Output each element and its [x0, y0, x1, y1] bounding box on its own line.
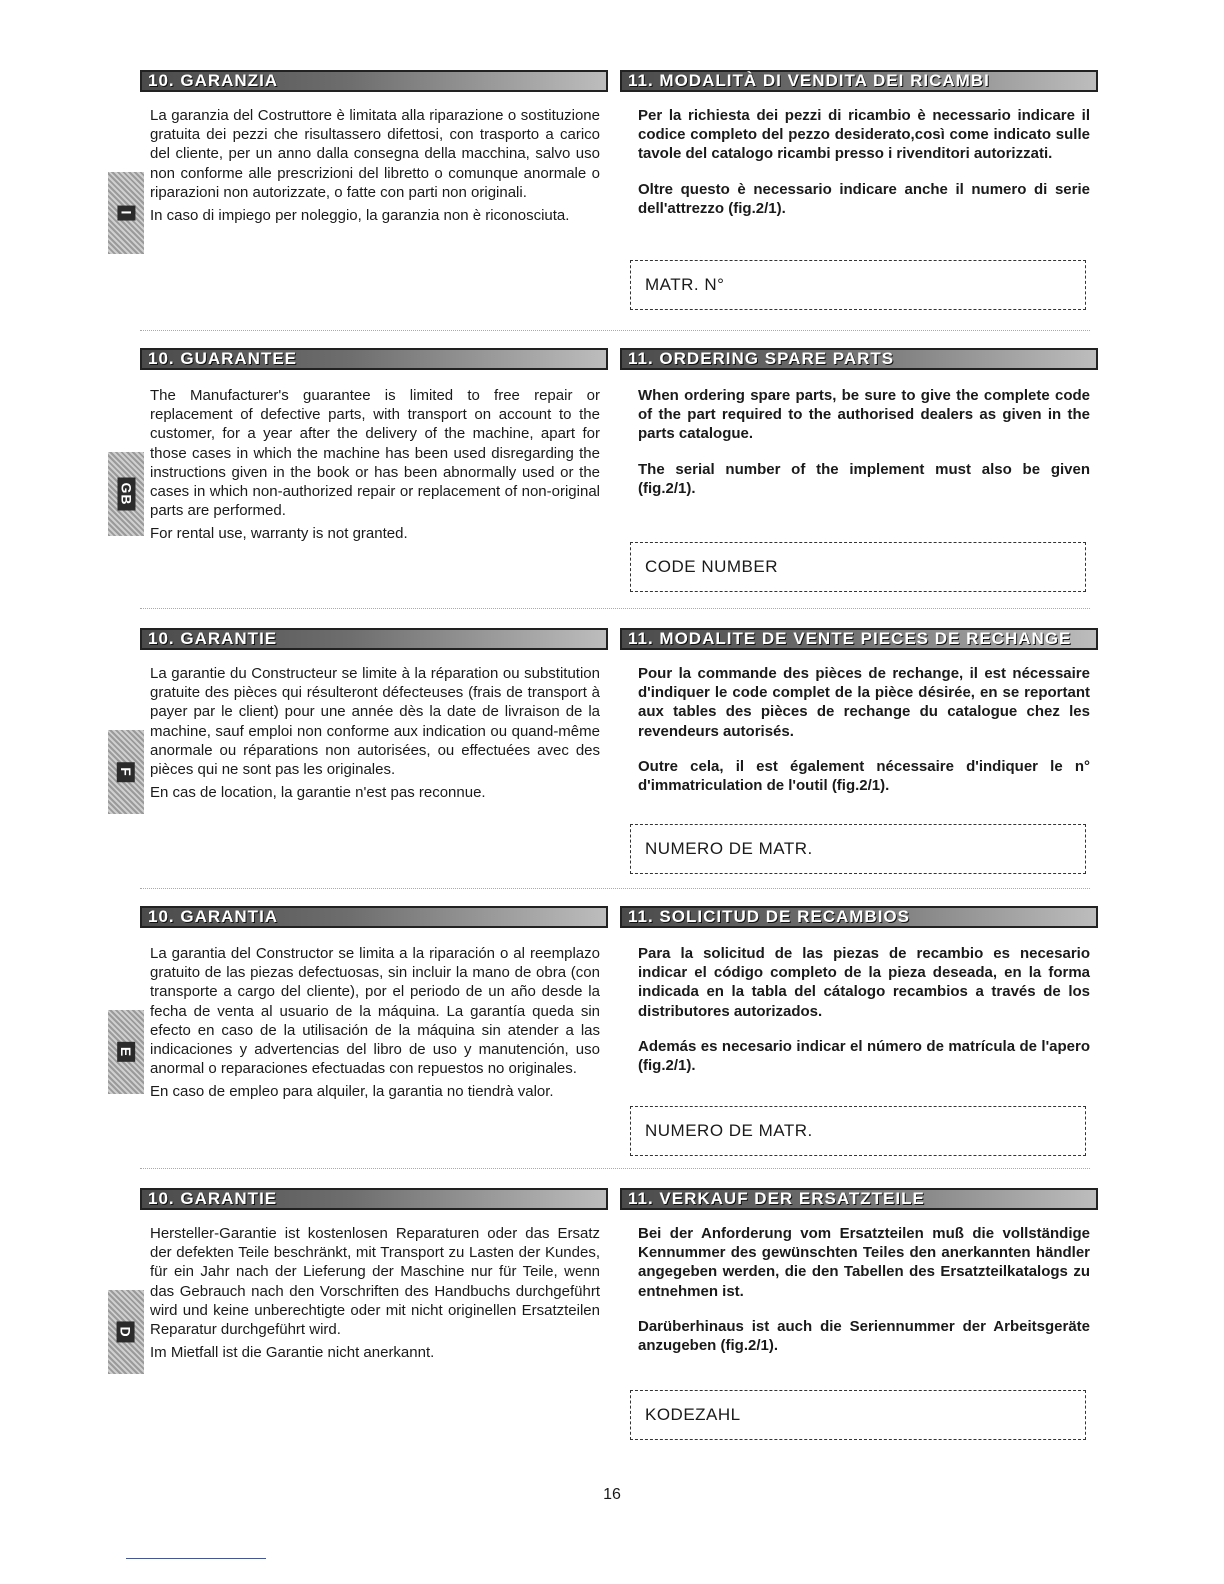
language-tab: GB: [108, 452, 144, 536]
guarantee-text: The Manufacturer's guarantee is limited to free repair or replacement of defective parts, with transport on account to the customer, for a year after the delivery of the machine, apart for those cases in which the machine has been used disregarding the instructions given in the book or has been abnormally used or the cases in which non-authorized repair or replacement of non-original parts are performed. For rental use, warranty is not granted.: [150, 387, 600, 543]
serial-number-box: NUMERO DE MATR.: [630, 1106, 1086, 1156]
section-title-left: 10. GARANTIE: [140, 1188, 608, 1210]
spare-parts-text: Pour la commande des pièces de rechange, il est nécessaire d'indiquer le code complet de la pièce désirée, en se reportant aux tables des pièces de rechange du catalogue chez les revendeurs autorisés. Outre cela, il est également nécessaire d'indiquer le n° d'immatriculation de l'outil (fig.2/1).: [638, 665, 1090, 795]
section-title-right: 11. SOLICITUD DE RECAMBIOS: [620, 906, 1098, 928]
language-tab: F: [108, 730, 144, 814]
language-tab: I: [108, 172, 144, 254]
section-title-right: 11. MODALITÀ DI VENDITA DEI RICAMBI: [620, 70, 1098, 92]
divider: [140, 608, 1090, 609]
divider: [140, 888, 1090, 889]
language-tab: D: [108, 1290, 144, 1374]
section-title-left: 10. GARANTIE: [140, 628, 608, 650]
divider: [140, 330, 1090, 331]
serial-number-box: MATR. N°: [630, 260, 1086, 310]
section-title-left: 10. GUARANTEE: [140, 348, 608, 370]
spare-parts-text: Per la richiesta dei pezzi di ricambio è necessario indicare il codice completo del pezzo desiderato,così come indicato sulle tavole del catalogo ricambi presso i rivenditori autorizzati. Oltre questo è necessario indicare anche il numero di serie dell'attrezzo (fig.2/1).: [638, 107, 1090, 217]
footer-rule: [126, 1558, 266, 1559]
guarantee-text: La garantia del Constructor se limita a la riparación o al reemplazo gratuito de las piezas defectuosas, sin incluir la mano de obra (con transporte a cargo del cliente), por el periodo de un año desde la fecha de venta al usuario de la máquina. La garantía queda sin efecto en caso de la utilisación de la máquina sin atender a las indicaciones y advertencias del libro de uso y manutención, uso anormal o reparaciones efectuadas con repuestos no originales. En caso de empleo para alquiler, la garantia no tiendrà valor.: [150, 945, 600, 1101]
section-title-right: 11. ORDERING SPARE PARTS: [620, 348, 1098, 370]
guarantee-text: La garantie du Constructeur se limite à la réparation ou substitution gratuite des pièces qui résulteront défecteuses (frais de transport à payer par le client) pour une année dès la date de livraison de la machine, sauf emploi non conforme aux indication ou quand-même anormale ou réparations non autorisées, ou effectuées avec des pièces qui ne sont pas les originales. En cas de location, la garantie n'est pas reconnue.: [150, 665, 600, 802]
language-tab: E: [108, 1010, 144, 1094]
serial-number-box: KODEZAHL: [630, 1390, 1086, 1440]
guarantee-text: La garanzia del Costruttore è limitata alla riparazione o sostituzione gratuita dei pezzi che risultassero difettosi, con trasporto a carico del cliente, per un anno dalla consegna della macchina, salvo uso non conforme alle prescrizioni del libretto o comunque anormale o riparazioni non autorizzate, o fatte con parti non originali. In caso di impiego per noleggio, la garanzia non è riconosciuta.: [150, 107, 600, 225]
section-title-right: 11. MODALITE DE VENTE PIECES DE RECHANGE: [620, 628, 1098, 650]
section-title-right: 11. VERKAUF DER ERSATZTEILE: [620, 1188, 1098, 1210]
spare-parts-text: When ordering spare parts, be sure to give the complete code of the part required to the authorised dealers as given in the parts catalogue. The serial number of the implement must also be given (fig.2/1).: [638, 387, 1090, 497]
page-number: 16: [603, 1486, 621, 1503]
spare-parts-text: Para la solicitud de las piezas de recambio es necesario indicar el código completo de la pieza deseada, en la forma indicada en la tabla del cátalogo recambios a través de los distributores autorizados. Además es necesario indicar el número de matrícula de l'apero (fig.2/1).: [638, 945, 1090, 1075]
spare-parts-text: Bei der Anforderung vom Ersatzteilen muß die vollständige Kennummer des gewünschten Teiles den anerkannten händler angegeben werden, die den Tabellen des Ersatzteilkatalogs zu entnehmen ist. Darüberhinaus ist auch die Seriennummer der Arbeitsgeräte anzugeben (fig.2/1).: [638, 1225, 1090, 1355]
serial-number-box: NUMERO DE MATR.: [630, 824, 1086, 874]
section-title-left: 10. GARANTIA: [140, 906, 608, 928]
divider: [140, 1168, 1090, 1169]
section-title-left: 10. GARANZIA: [140, 70, 608, 92]
guarantee-text: Hersteller-Garantie ist kostenlosen Reparaturen oder das Ersatz der defekten Teile beschränkt, mit Transport zu Lasten der Kundes, für ein Jahr nach der Lieferung der Maschine nur für Teile, wenn das Gebrauch nach den Vorschriften des Handbuchs durchgeführt wird und keine unberechtigte oder mit nicht originellen Ersatzteilen Reparatur durchgeführt wird. Im Mietfall ist die Garantie nicht anerkannt.: [150, 1225, 600, 1362]
serial-number-box: CODE NUMBER: [630, 542, 1086, 592]
